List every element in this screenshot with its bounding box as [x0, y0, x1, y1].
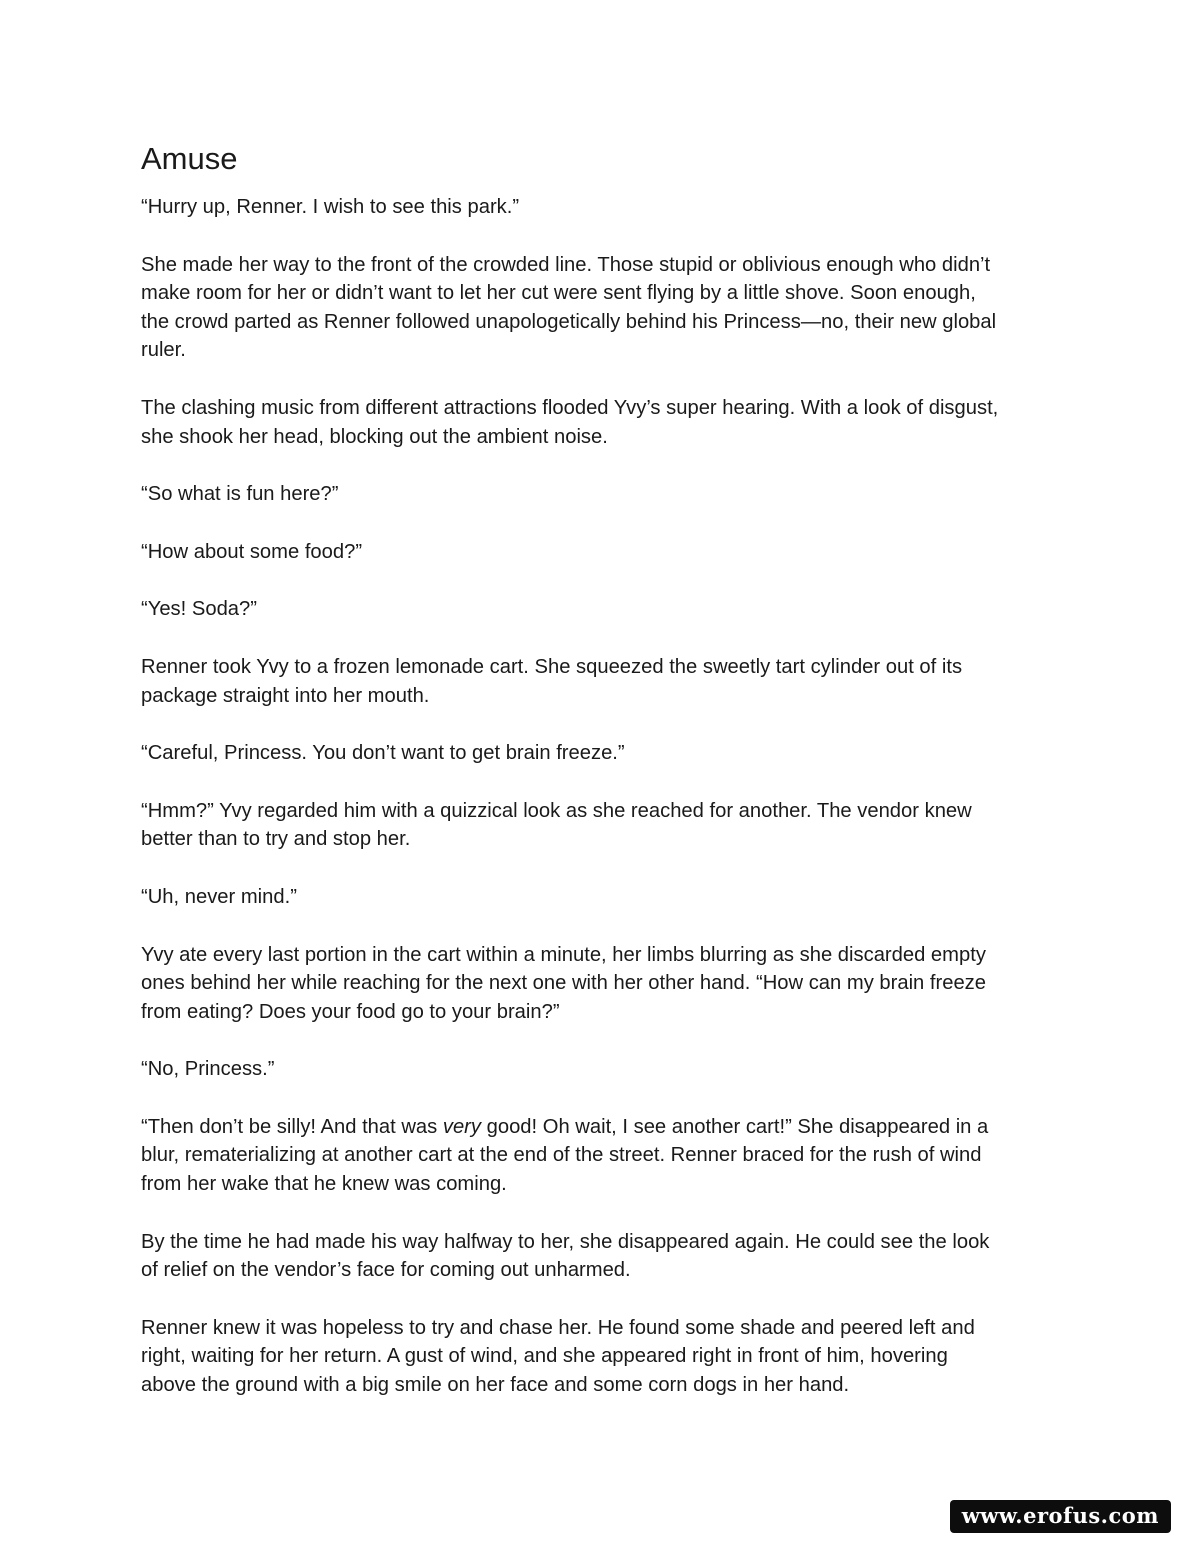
paragraph	[141, 797, 1061, 854]
paragraph	[141, 193, 1061, 222]
paragraph	[141, 883, 1061, 912]
paragraph	[141, 394, 1061, 451]
document-title: Amuse	[141, 141, 238, 176]
paragraph-text: She made her way to the front of the crowded line. Those stupid or oblivious enough who didn’t make room for her or didn’t want to let her cut were sent flying by a little shove. Soon enough, the crowd parted as Renner followed unapologetically behind his Princess—no, their new global ruler.	[141, 253, 997, 362]
paragraph-text: “Hmm?” Yvy regarded him with a quizzical look as she reached for another. The vendor knew better than to try and stop her.	[141, 799, 972, 851]
paragraph	[141, 1228, 1061, 1285]
emphasis-text: very	[442, 1115, 481, 1138]
paragraph	[141, 739, 1061, 768]
paragraph-text: The clashing music from different attractions flooded Yvy’s super hearing. With a look of disgust, she shook her head, blocking out the ambient noise.	[141, 396, 999, 448]
site-watermark: www.erofus.com	[950, 1500, 1171, 1533]
paragraph-text: “Then don’t be silly! And that was	[141, 1115, 443, 1138]
paragraph	[141, 480, 1061, 509]
paragraph	[141, 595, 1061, 624]
paragraph-text: “So what is fun here?”	[141, 483, 339, 506]
paragraph	[141, 1314, 1061, 1400]
paragraph	[141, 653, 1061, 710]
paragraph-text: “No, Princess.”	[141, 1058, 275, 1081]
paragraph	[141, 1055, 1061, 1084]
paragraph	[141, 538, 1061, 567]
paragraph-text: “How about some food?”	[141, 540, 363, 563]
paragraph-text: “Uh, never mind.”	[141, 885, 297, 908]
paragraph-text: Renner knew it was hopeless to try and chase her. He found some shade and peered left and right, waiting for her return. A gust of wind, and she appeared right in front of him, hovering above the ground with a big smile on her face and some corn dogs in her hand.	[141, 1316, 975, 1397]
paragraph-text: “Yes! Soda?”	[141, 598, 257, 621]
paragraph	[141, 251, 1061, 365]
paragraph-text: “Hurry up, Renner. I wish to see this park.”	[141, 196, 520, 218]
paragraph-text: Yvy ate every last portion in the cart within a minute, her limbs blurring as she discarded empty ones behind her while reaching for the next one with her other hand. “How can my brain freeze from eating? Does your food go to your brain?”	[141, 943, 986, 1023]
paragraph-text: Renner took Yvy to a frozen lemonade cart. She squeezed the sweetly tart cylinder out of its package straight into her mouth.	[141, 655, 963, 707]
paragraph-text: By the time he had made his way halfway to her, she disappeared again. He could see the look of relief on the vendor’s face for coming out unharmed.	[141, 1230, 990, 1282]
paragraph-text: “Careful, Princess. You don’t want to get brain freeze.”	[141, 742, 625, 765]
paragraph-text: good! Oh wait, I see another cart!” She disappeared in a blur, rematerializing at another cart at the end of the street. Renner braced for the rush of wind from her wake that he knew was coming.	[141, 1115, 989, 1196]
document-body	[141, 193, 1061, 1429]
paragraph	[141, 941, 1061, 1027]
paragraph	[141, 1113, 1061, 1199]
